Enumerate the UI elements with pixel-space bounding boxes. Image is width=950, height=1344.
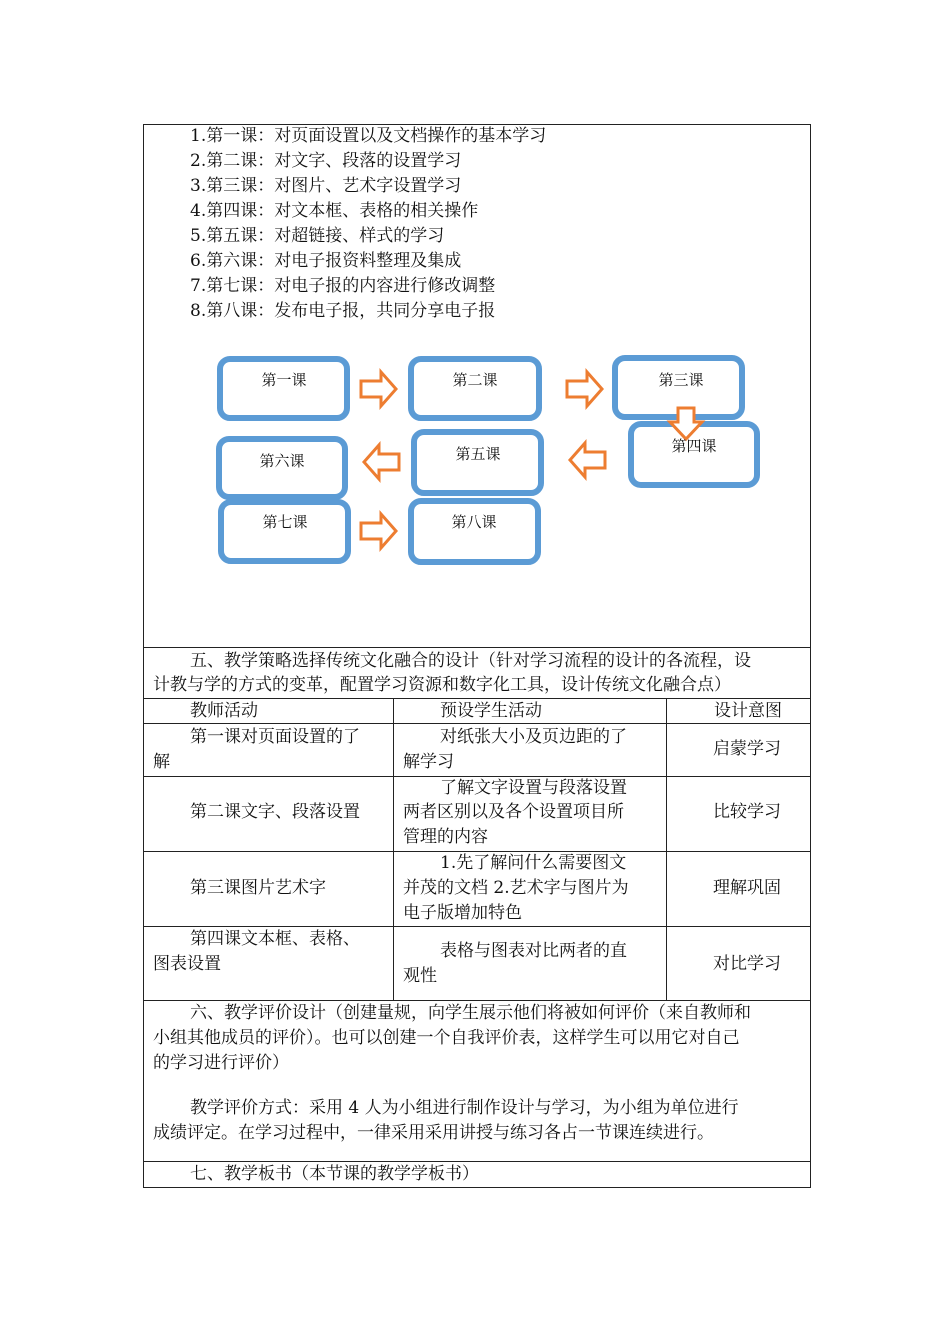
- header-teacher: 教师活动: [190, 701, 258, 721]
- teacher-activity: 图表设置: [153, 954, 221, 974]
- evaluation-line: 成绩评定。在学习过程中，一律采用采用讲授与练习各占一节课连续进行。: [153, 1123, 714, 1143]
- section6-line: 六、教学评价设计（创建量规，向学生展示他们将被如何评价（来自教师和: [190, 1003, 751, 1023]
- lesson-item: 6.第六课：对电子报资料整理及集成: [190, 251, 462, 271]
- teacher-activity: 第一课对页面设置的了: [190, 727, 360, 747]
- teacher-activity: 解: [153, 752, 170, 772]
- section7-title: 七、教学板书（本节课的教学学板书）: [190, 1164, 479, 1184]
- student-activity: 1.先了解问什么需要图文: [440, 853, 627, 873]
- flow-label: 第六课: [259, 452, 305, 470]
- lesson-item: 4.第四课：对文本框、表格的相关操作: [190, 201, 479, 221]
- lesson-item: 7.第七课：对电子报的内容进行修改调整: [190, 276, 496, 296]
- lesson-item: 1.第一课：对页面设置以及文档操作的基本学习: [190, 126, 547, 146]
- design-intent: 理解巩固: [713, 878, 781, 898]
- flow-label: 第四课: [671, 437, 717, 455]
- flow-box-lesson7: [221, 502, 348, 561]
- student-activity: 并茂的文档 2.艺术字与图片为: [403, 878, 629, 898]
- lesson-item: 2.第二课：对文字、段落的设置学习: [190, 151, 462, 171]
- section5-line: 五、教学策略选择传统文化融合的设计（针对学习流程的设计的各流程，设: [190, 651, 751, 671]
- flow-box-lesson8: [411, 501, 538, 562]
- lesson-item: 5.第五课：对超链接、样式的学习: [190, 226, 445, 246]
- flow-label: 第七课: [262, 513, 308, 531]
- lesson-item: 8.第八课：发布电子报，共同分享电子报: [190, 301, 496, 321]
- student-activity: 了解文字设置与段落设置: [440, 778, 627, 798]
- right-arrow-icon: [567, 372, 602, 406]
- flow-label: 第三课: [658, 371, 704, 389]
- left-arrow-icon: [364, 445, 399, 479]
- column-divider: [666, 698, 667, 1000]
- teacher-activity: 第二课文字、段落设置: [190, 802, 360, 822]
- flow-label: 第一课: [261, 371, 307, 389]
- lesson-item: 3.第三课：对图片、艺术字设置学习: [190, 176, 462, 196]
- student-activity: 电子版增加特色: [403, 903, 522, 923]
- student-activity: 管理的内容: [403, 827, 488, 847]
- teacher-activity: 第四课文本框、表格、: [190, 929, 360, 949]
- left-arrow-icon: [570, 443, 605, 477]
- lesson-flow-diagram: [0, 0, 950, 600]
- student-activity: 两者区别以及各个设置项目所: [403, 802, 624, 822]
- student-activity: 表格与图表对比两者的直: [440, 941, 627, 961]
- student-activity: 对纸张大小及页边距的了: [440, 727, 627, 747]
- evaluation-line: 教学评价方式：采用 4 人为小组进行制作设计与学习，为小组为单位进行: [190, 1098, 739, 1118]
- right-arrow-icon: [361, 514, 396, 548]
- header-student: 预设学生活动: [440, 701, 542, 721]
- header-intent: 设计意图: [714, 701, 782, 721]
- section6-line: 小组其他成员的评价）。也可以创建一个自我评价表，这样学生可以用它对自己: [153, 1028, 740, 1048]
- flow-label: 第八课: [451, 513, 497, 531]
- design-intent: 对比学习: [713, 954, 781, 974]
- right-arrow-icon: [361, 372, 396, 406]
- flow-label: 第二课: [452, 371, 498, 389]
- column-divider: [393, 698, 394, 1000]
- section5-line: 计教与学的方式的变革，配置学习资源和数字化工具，设计传统文化融合点）: [153, 675, 731, 695]
- section6-line: 的学习进行评价）: [153, 1053, 289, 1073]
- row-divider: [143, 647, 811, 648]
- flow-label: 第五课: [455, 445, 501, 463]
- design-intent: 比较学习: [713, 802, 781, 822]
- student-activity: 解学习: [403, 752, 454, 772]
- design-intent: 启蒙学习: [713, 739, 781, 759]
- student-activity: 观性: [403, 966, 437, 986]
- teacher-activity: 第三课图片艺术字: [190, 878, 326, 898]
- down-arrow-icon: [670, 408, 702, 439]
